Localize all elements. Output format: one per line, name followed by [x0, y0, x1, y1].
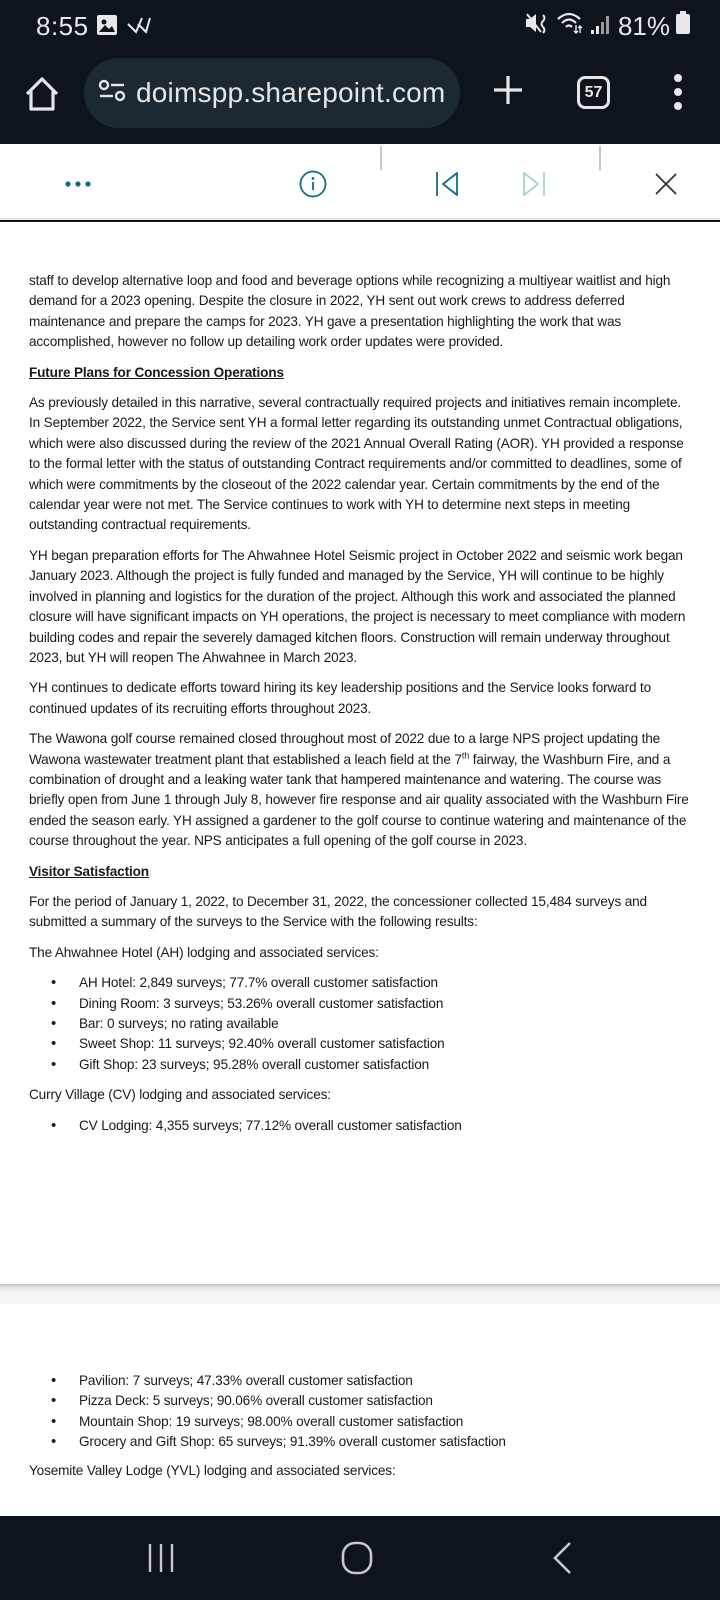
- section-heading-visitor-satisfaction: Visitor Satisfaction: [29, 863, 149, 879]
- close-viewer-button[interactable]: [646, 164, 686, 204]
- bullet-list-curry-village: [29, 1116, 694, 1136]
- status-right: [524, 11, 690, 42]
- previous-page-button[interactable]: [428, 164, 468, 204]
- skip-previous-icon: [433, 169, 463, 199]
- page-content: [29, 1369, 694, 1491]
- bullet-list-curry-village-continued: [29, 1371, 694, 1453]
- wifi-icon: [556, 11, 584, 42]
- home-nav-button[interactable]: [341, 1538, 373, 1578]
- toolbar-divider: [599, 146, 601, 170]
- url-text[interactable]: doimspp.sharepoint.com: [136, 77, 446, 108]
- vertical-ellipsis-icon: [668, 70, 688, 114]
- list-item: • Sweet Shop: 11 surveys; 92.40% overall customer satisfaction: [29, 1034, 694, 1054]
- browser-menu-button[interactable]: [668, 70, 688, 114]
- document-page: [0, 1304, 720, 1516]
- list-item: • Bar: 0 surveys; no rating available: [29, 1014, 694, 1034]
- system-navigation-bar: [0, 1516, 720, 1600]
- horizontal-ellipsis-icon: [63, 179, 93, 189]
- list-item: • Dining Room: 3 surveys; 53.26% overall customer satisfaction: [29, 994, 694, 1014]
- document-viewer[interactable]: [0, 222, 720, 1516]
- more-options-button[interactable]: [58, 164, 98, 204]
- document-viewer-toolbar: [0, 144, 720, 220]
- battery-icon: [676, 11, 690, 42]
- info-button[interactable]: [293, 164, 333, 204]
- text-run: fairway, the Washburn Fire, and a combination of drought and a leaking water tank that hampered maintenance and watering. The course was briefly open from June 1 through July 8, however fire response and air quality associated with the Washburn Fire ended the season early. YH assigned a gardener to the golf course to continue watering and maintenance of the course throughout the year. NPS anticipates a full opening of the golf course in 2023.: [29, 751, 689, 849]
- paragraph: YH continues to dedicate efforts toward hiring its key leadership positions and the Service looks forward to continued updates of its recruiting efforts throughout 2023.: [29, 680, 652, 716]
- document-page: [0, 222, 720, 1284]
- back-chevron-icon: [550, 1541, 574, 1575]
- next-page-button[interactable]: [513, 164, 553, 204]
- address-bar[interactable]: [84, 58, 460, 128]
- gallery-icon: [96, 14, 118, 41]
- status-bar: [0, 0, 720, 52]
- toolbar-divider: [380, 146, 382, 170]
- paragraph: staff to develop alternative loop and food and beverage options while recognizing a multiyear waitlist and high demand for a 2023 opening. Despite the closure in 2022, YH sent out work crews to address deferred maintenance and prepare the camps for 2023. YH gave a presentation highlighting the work that was accomplished, however no follow up detailing work order updates were provided.: [29, 273, 671, 350]
- list-item: • Pavilion: 7 surveys; 47.33% overall customer satisfaction: [29, 1371, 694, 1391]
- list-item: • Pizza Deck: 5 surveys; 90.06% overall customer satisfaction: [29, 1391, 694, 1411]
- list-item: • Mountain Shop: 19 surveys; 98.00% overall customer satisfaction: [29, 1412, 694, 1432]
- paragraph: As previously detailed in this narrative, several contractually required projects and initiatives remain incomplete. In September 2022, the Service sent YH a formal letter regarding its outstanding unmet Contractual obligations, which were also discussed during the review of the 2021 Annual Overall Rating (AOR). YH provided a response to the formal letter with the status of outstanding Contract requirements and/or committed to deadlines, some of which were commitments by the closeout of the 2022 calendar year. Certain commitments by the end of the calendar year were not met. The Service continues to work with YH to determine next steps in meeting outstanding contractual requirements.: [29, 395, 684, 533]
- signal-icon: [590, 11, 612, 42]
- mute-vibrate-icon: [524, 11, 550, 42]
- page-break: [0, 1284, 720, 1304]
- skip-next-icon: [518, 169, 548, 199]
- home-circle-icon: [341, 1541, 373, 1575]
- list-item: • AH Hotel: 2,849 surveys; 77.7% overall customer satisfaction: [29, 973, 694, 993]
- superscript: th: [461, 750, 470, 760]
- status-time: 8:55: [36, 11, 89, 41]
- page-content: [29, 271, 694, 1146]
- section-heading-future-plans: Future Plans for Concession Operations: [29, 364, 284, 380]
- list-item: • Gift Shop: 23 surveys; 95.28% overall customer satisfaction: [29, 1055, 694, 1075]
- app-notification-icon: [126, 14, 152, 41]
- paragraph: YH began preparation efforts for The Ahwahnee Hotel Seismic project in October 2022 and seismic work began January 2023. Although the project is fully funded and managed by the Service, YH will continue to be highly involved in planning and logistics for the duration of the project. Although this work and associated the planned closure will have significant impacts on YH operations, the project is necessary to meet compliance with modern building codes and repair the severely damaged kitchen floors. Construction will remain underway throughout 2023, but YH will reopen The Ahwahnee in March 2023.: [29, 547, 686, 665]
- list-label-curry-village: Curry Village (CV) lodging and associated services:: [29, 1087, 331, 1103]
- info-icon: [298, 169, 328, 199]
- list-item: • Grocery and Gift Shop: 65 surveys; 91.39% overall customer satisfaction: [29, 1432, 694, 1452]
- battery-percent: 81%: [617, 11, 670, 41]
- list-item: • CV Lodging: 4,355 surveys; 77.12% overall customer satisfaction: [29, 1116, 694, 1136]
- back-button[interactable]: [550, 1538, 574, 1578]
- new-tab-button[interactable]: [488, 70, 528, 110]
- bullet-list-ahwahnee: [29, 973, 694, 1075]
- recent-apps-button[interactable]: [146, 1538, 176, 1578]
- paragraph: [29, 729, 694, 851]
- list-label-ahwahnee: The Ahwahnee Hotel (AH) lodging and associated services:: [29, 944, 379, 960]
- list-label-yosemite-valley-lodge: Yosemite Valley Lodge (YVL) lodging and associated services:: [29, 1462, 396, 1478]
- home-icon: [22, 74, 62, 114]
- recent-apps-icon: [146, 1542, 176, 1574]
- text-run: The Wawona golf course remained closed throughout most of 2022 due to a large NPS project updating the Wawona wastewater treatment plant that established a leach field at the 7: [29, 731, 661, 767]
- browser-toolbar: [0, 52, 720, 144]
- tab-switcher-button[interactable]: 57: [577, 76, 610, 109]
- site-settings-icon[interactable]: [98, 79, 126, 108]
- home-button[interactable]: [22, 74, 62, 114]
- paragraph: For the period of January 1, 2022, to December 31, 2022, the concessioner collected 15,484 surveys and submitted a summary of the surveys to the Service with the following results:: [29, 893, 647, 930]
- close-icon: [653, 171, 679, 197]
- plus-icon: [488, 70, 528, 110]
- status-left-icons: [96, 14, 152, 41]
